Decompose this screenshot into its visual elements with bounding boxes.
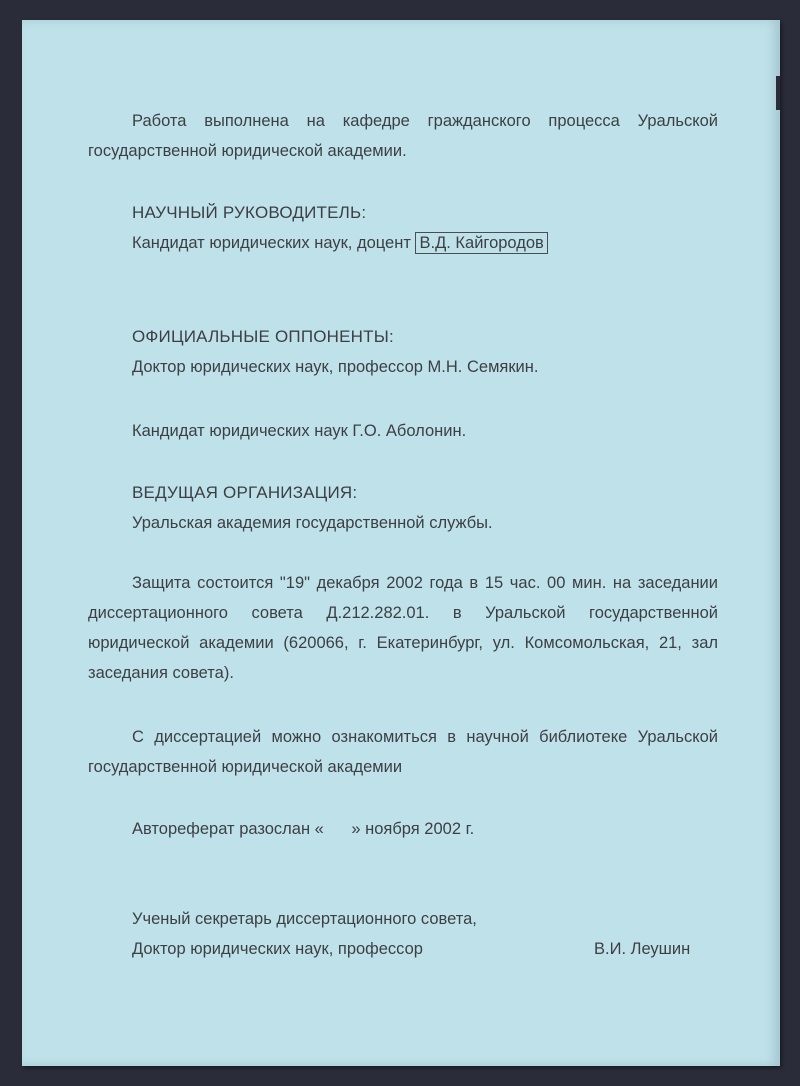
- leading-org-name: Уральская академия государственной службы.: [132, 514, 493, 532]
- intro-paragraph: Работа выполнена на кафедре гражданского процесса Уральской государственной юридической академии.: [88, 112, 718, 160]
- secretary-position: Ученый секретарь диссертационного совета,: [132, 910, 477, 928]
- page-edge-mark: [776, 76, 780, 110]
- leading-org-heading: ВЕДУЩАЯ ОРГАНИЗАЦИЯ:: [132, 483, 358, 502]
- supervisor-line: [132, 228, 548, 258]
- supervisor-heading: НАУЧНЫЙ РУКОВОДИТЕЛЬ:: [132, 203, 367, 222]
- supervisor-name: В.Д. Кайгородов: [415, 232, 547, 254]
- opponents-heading: ОФИЦИАЛЬНЫЕ ОППОНЕНТЫ:: [132, 327, 394, 346]
- defense-paragraph: Защита состоится "19" декабря 2002 года в 15 час. 00 мин. на заседании диссертационного совета Д.212.282.01. в Уральской государственной юридической академии (620066, г. Екатеринбург, ул. Комсомольская, 21, зал заседания совета).: [88, 574, 718, 682]
- supervisor-title: Кандидат юридических наук, доцент: [132, 234, 416, 252]
- secretary-degree: Доктор юридических наук, профессор: [132, 940, 423, 958]
- library-paragraph: С диссертацией можно ознакомиться в научной библиотеке Уральской государственной юридической академии: [88, 728, 718, 776]
- opponent-second: Кандидат юридических наук Г.О. Аболонин.: [132, 422, 467, 440]
- opponent-first: Доктор юридических наук, профессор М.Н. Семякин.: [132, 358, 539, 376]
- secretary-name: В.И. Леушин: [594, 940, 691, 958]
- document-page: [22, 20, 780, 1066]
- mailing-line: Автореферат разослан « » ноября 2002 г.: [132, 820, 475, 838]
